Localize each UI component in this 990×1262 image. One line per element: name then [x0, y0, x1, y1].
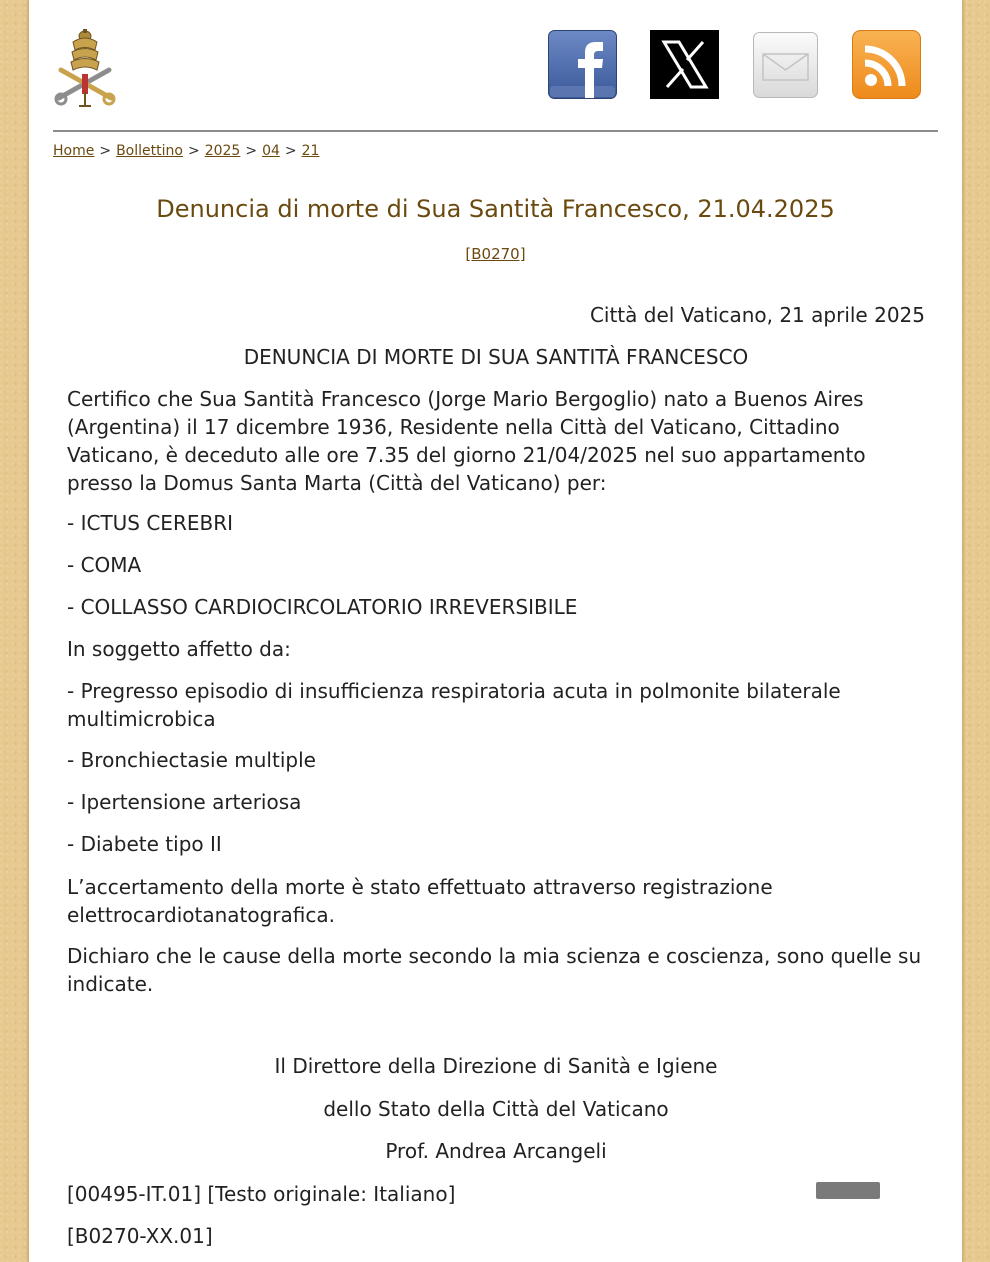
- place-date: Città del Vaticano, 21 aprile 2025: [589, 303, 925, 327]
- document-heading: DENUNCIA DI MORTE DI SUA SANTITÀ FRANCESCO: [243, 345, 749, 369]
- breadcrumb-day-link[interactable]: 21: [301, 143, 320, 159]
- condition-item: - Pregresso episodio di insufficienza respiratoria acuta in polmonite bilaterale multimicrobica: [67, 679, 841, 731]
- footer-code: [B0270-XX.01]: [67, 1224, 213, 1248]
- cause-item: - COMA: [67, 553, 142, 577]
- cause-item: - COLLASSO CARDIOCIRCOLATORIO IRREVERSIBILE: [67, 595, 578, 619]
- facebook-share-icon[interactable]: [548, 30, 617, 99]
- breadcrumb-bollettino-link[interactable]: Bollettino: [116, 143, 183, 159]
- condition-item: - Bronchiectasie multiple: [67, 748, 316, 772]
- page-container: [28, 0, 963, 1262]
- condition-item: - Ipertensione arteriosa: [67, 790, 302, 814]
- certification-text: Certifico che Sua Santità Francesco (Jorge Mario Bergoglio) nato a Buenos Aires (Argentina) il 17 dicembre 1936, Residente nella Città del Vaticano, Cittadino Vaticano, è deceduto alle ore 7.35 del giorno 21/04/2025 nel suo appartamento presso la Domus Santa Marta (Città del Vaticano) per:: [67, 387, 866, 495]
- mail-share-icon[interactable]: [753, 32, 818, 98]
- breadcrumb-home-link[interactable]: Home: [53, 143, 95, 159]
- condition-item: - Diabete tipo II: [67, 832, 222, 856]
- scroll-handle[interactable]: [816, 1182, 880, 1199]
- verification-text: L’accertamento della morte è stato effettuato attraverso registrazione elettrocardiotanatografica.: [67, 875, 773, 927]
- breadcrumb-year-link[interactable]: 2025: [204, 143, 241, 159]
- header-divider: [53, 130, 938, 132]
- x-share-icon[interactable]: [650, 30, 719, 99]
- cause-item: - ICTUS CEREBRI: [67, 511, 233, 535]
- document-title: Denuncia di morte di Sua Santità Francesco, 21.04.2025: [156, 195, 835, 223]
- holy-see-coat-of-arms-logo[interactable]: [51, 26, 119, 108]
- rss-feed-icon[interactable]: [852, 30, 921, 99]
- document-code-link[interactable]: [B0270]: [465, 245, 526, 263]
- signature-line: Il Direttore della Direzione di Sanità e Igiene: [274, 1054, 718, 1078]
- declaration-text: Dichiaro che le cause della morte secondo la mia scienza e coscienza, sono quelle su indicate.: [67, 944, 922, 996]
- breadcrumb-separator: >: [284, 143, 297, 159]
- affected-intro: In soggetto affetto da:: [67, 637, 291, 661]
- footer-reference: [00495-IT.01] [Testo originale: Italiano]: [67, 1182, 456, 1206]
- document-code: [29, 245, 962, 263]
- signature-name: Prof. Andrea Arcangeli: [385, 1139, 607, 1163]
- breadcrumb-separator: >: [99, 143, 112, 159]
- breadcrumb-separator: >: [187, 143, 200, 159]
- breadcrumb-separator: >: [245, 143, 258, 159]
- breadcrumb: [53, 143, 319, 159]
- signature-line: dello Stato della Città del Vaticano: [323, 1097, 669, 1121]
- breadcrumb-month-link[interactable]: 04: [262, 143, 280, 159]
